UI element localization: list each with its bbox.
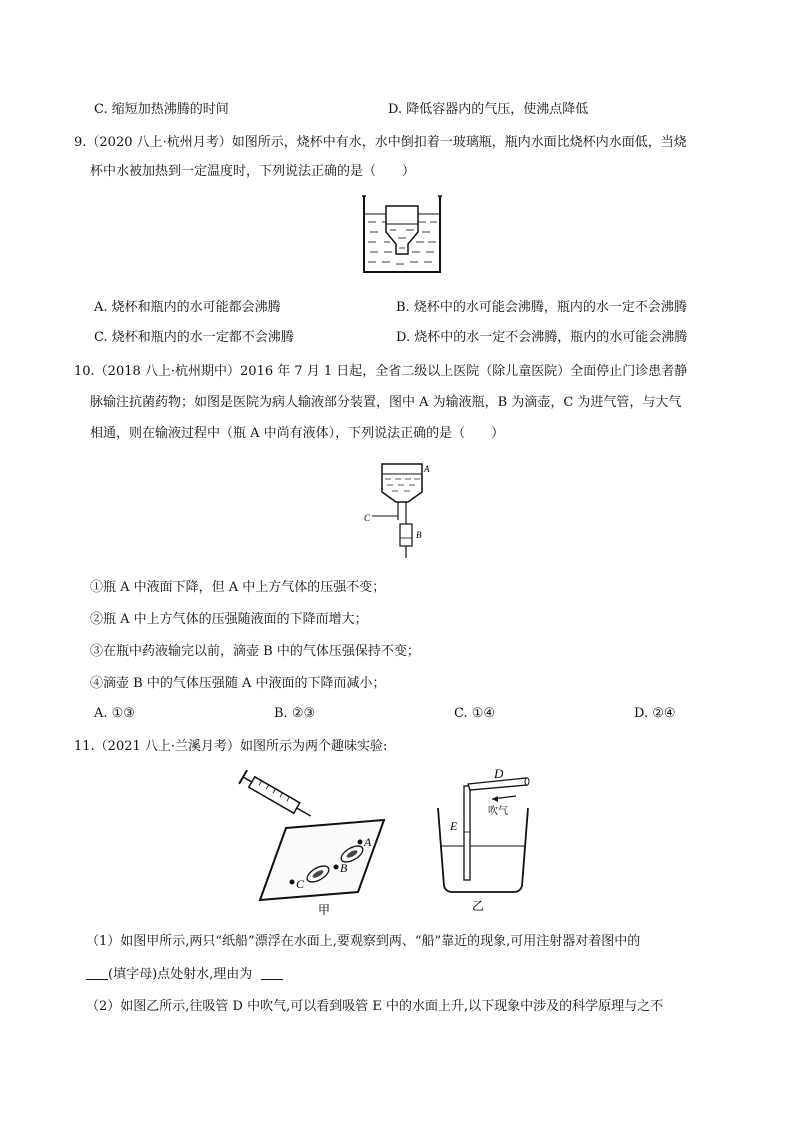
q10-stem-line1: 10.（2018 八上·杭州期中）2016 年 7 月 1 日起，全省二级以上医院（除儿童医院）全面停止门诊患者静 [74, 364, 688, 379]
q9-option-c: C. 烧杯和瓶内的水一定都不会沸腾 [94, 330, 294, 345]
q11-part2-line1: （2）如图乙所示,往吸管 D 中吹气,可以看到吸管 E 中的水面上升,以下现象中涉及的科学原理与之不 [86, 999, 664, 1014]
q10-infusion-figure [360, 458, 440, 562]
q10-statement-4: ④滴壶 B 中的气体压强随 A 中液面的下降而减小； [90, 676, 386, 691]
q10-option-b: B. ②③ [274, 706, 316, 721]
q11-yi-label-d: D [494, 766, 504, 781]
q9-option-a: A. 烧杯和瓶内的水可能都会沸腾 [94, 300, 281, 315]
q9-option-d: D. 烧杯中的水一定不会沸腾，瓶内的水可能会沸腾 [396, 330, 688, 345]
q11-jia-label-b: B [340, 861, 348, 875]
q11-yi-label-e: E [450, 819, 458, 833]
q11-jia-caption: 甲 [318, 903, 331, 917]
q11-jia-label-a: A [364, 835, 372, 849]
q11-part1-blank-letter[interactable] [86, 967, 108, 980]
q11-part1-blank-reason[interactable] [261, 967, 283, 980]
q10-option-a: A. ①③ [94, 706, 135, 721]
prev-option-d: D. 降低容器内的气压，使沸点降低 [388, 102, 589, 117]
q10-label-b: B [416, 530, 422, 540]
q10-option-c: C. ①④ [454, 706, 496, 721]
q11-figure-jia [236, 770, 422, 918]
q11-yi-caption: 乙 [472, 899, 485, 913]
q9-beaker-figure [360, 192, 444, 274]
q10-label-a: A [424, 464, 430, 474]
q11-figure-yi [432, 766, 552, 918]
q9-stem-line2: 杯中水被加热到一定温度时，下列说法正确的是（ ） [90, 164, 416, 179]
q10-option-d: D. ②④ [634, 706, 676, 721]
q10-stem-line2: 脉输注抗菌药物；如图是医院为病人输液部分装置，图中 A 为输液瓶，B 为滴壶，C 为进气管，与大气 [90, 395, 682, 410]
q10-label-c: C [364, 513, 371, 523]
q11-yi-blow-label: 吹气 [488, 806, 508, 817]
q11-part1-line1: （1）如图甲所示,两只“纸船”漂浮在水面上,要观察到两、“船”靠近的现象,可用注射器对着图中的 [86, 934, 641, 949]
q10-statement-3: ③在瓶中药液输完以前，滴壶 B 中的气体压强保持不变； [90, 644, 420, 659]
q10-stem-line3: 相通，则在输液过程中（瓶 A 中尚有液体），下列说法正确的是（ ） [90, 426, 505, 441]
q10-statement-1: ①瓶 A 中液面下降，但 A 中上方气体的压强不变； [90, 580, 386, 595]
prev-option-c: C. 缩短加热沸腾的时间 [94, 102, 229, 117]
q11-stem-line1: 11.（2021 八上·兰溪月考）如图所示为两个趣味实验: [74, 739, 388, 754]
q11-part1-line2 [86, 967, 283, 981]
q11-part1-line2-text: (填字母)点处射水,理由为 [108, 967, 253, 982]
q10-statement-2: ②瓶 A 中上方气体的压强随液面的下降而增大； [90, 612, 368, 627]
q9-option-b: B. 烧杯中的水可能会沸腾，瓶内的水一定不会沸腾 [396, 300, 687, 315]
q9-stem-line1: 9.（2020 八上·杭州月考）如图所示，烧杯中有水，水中倒扣着一玻璃瓶，瓶内水面比烧杯内水面低，当烧 [74, 135, 687, 150]
q11-jia-label-c: C [296, 877, 305, 891]
